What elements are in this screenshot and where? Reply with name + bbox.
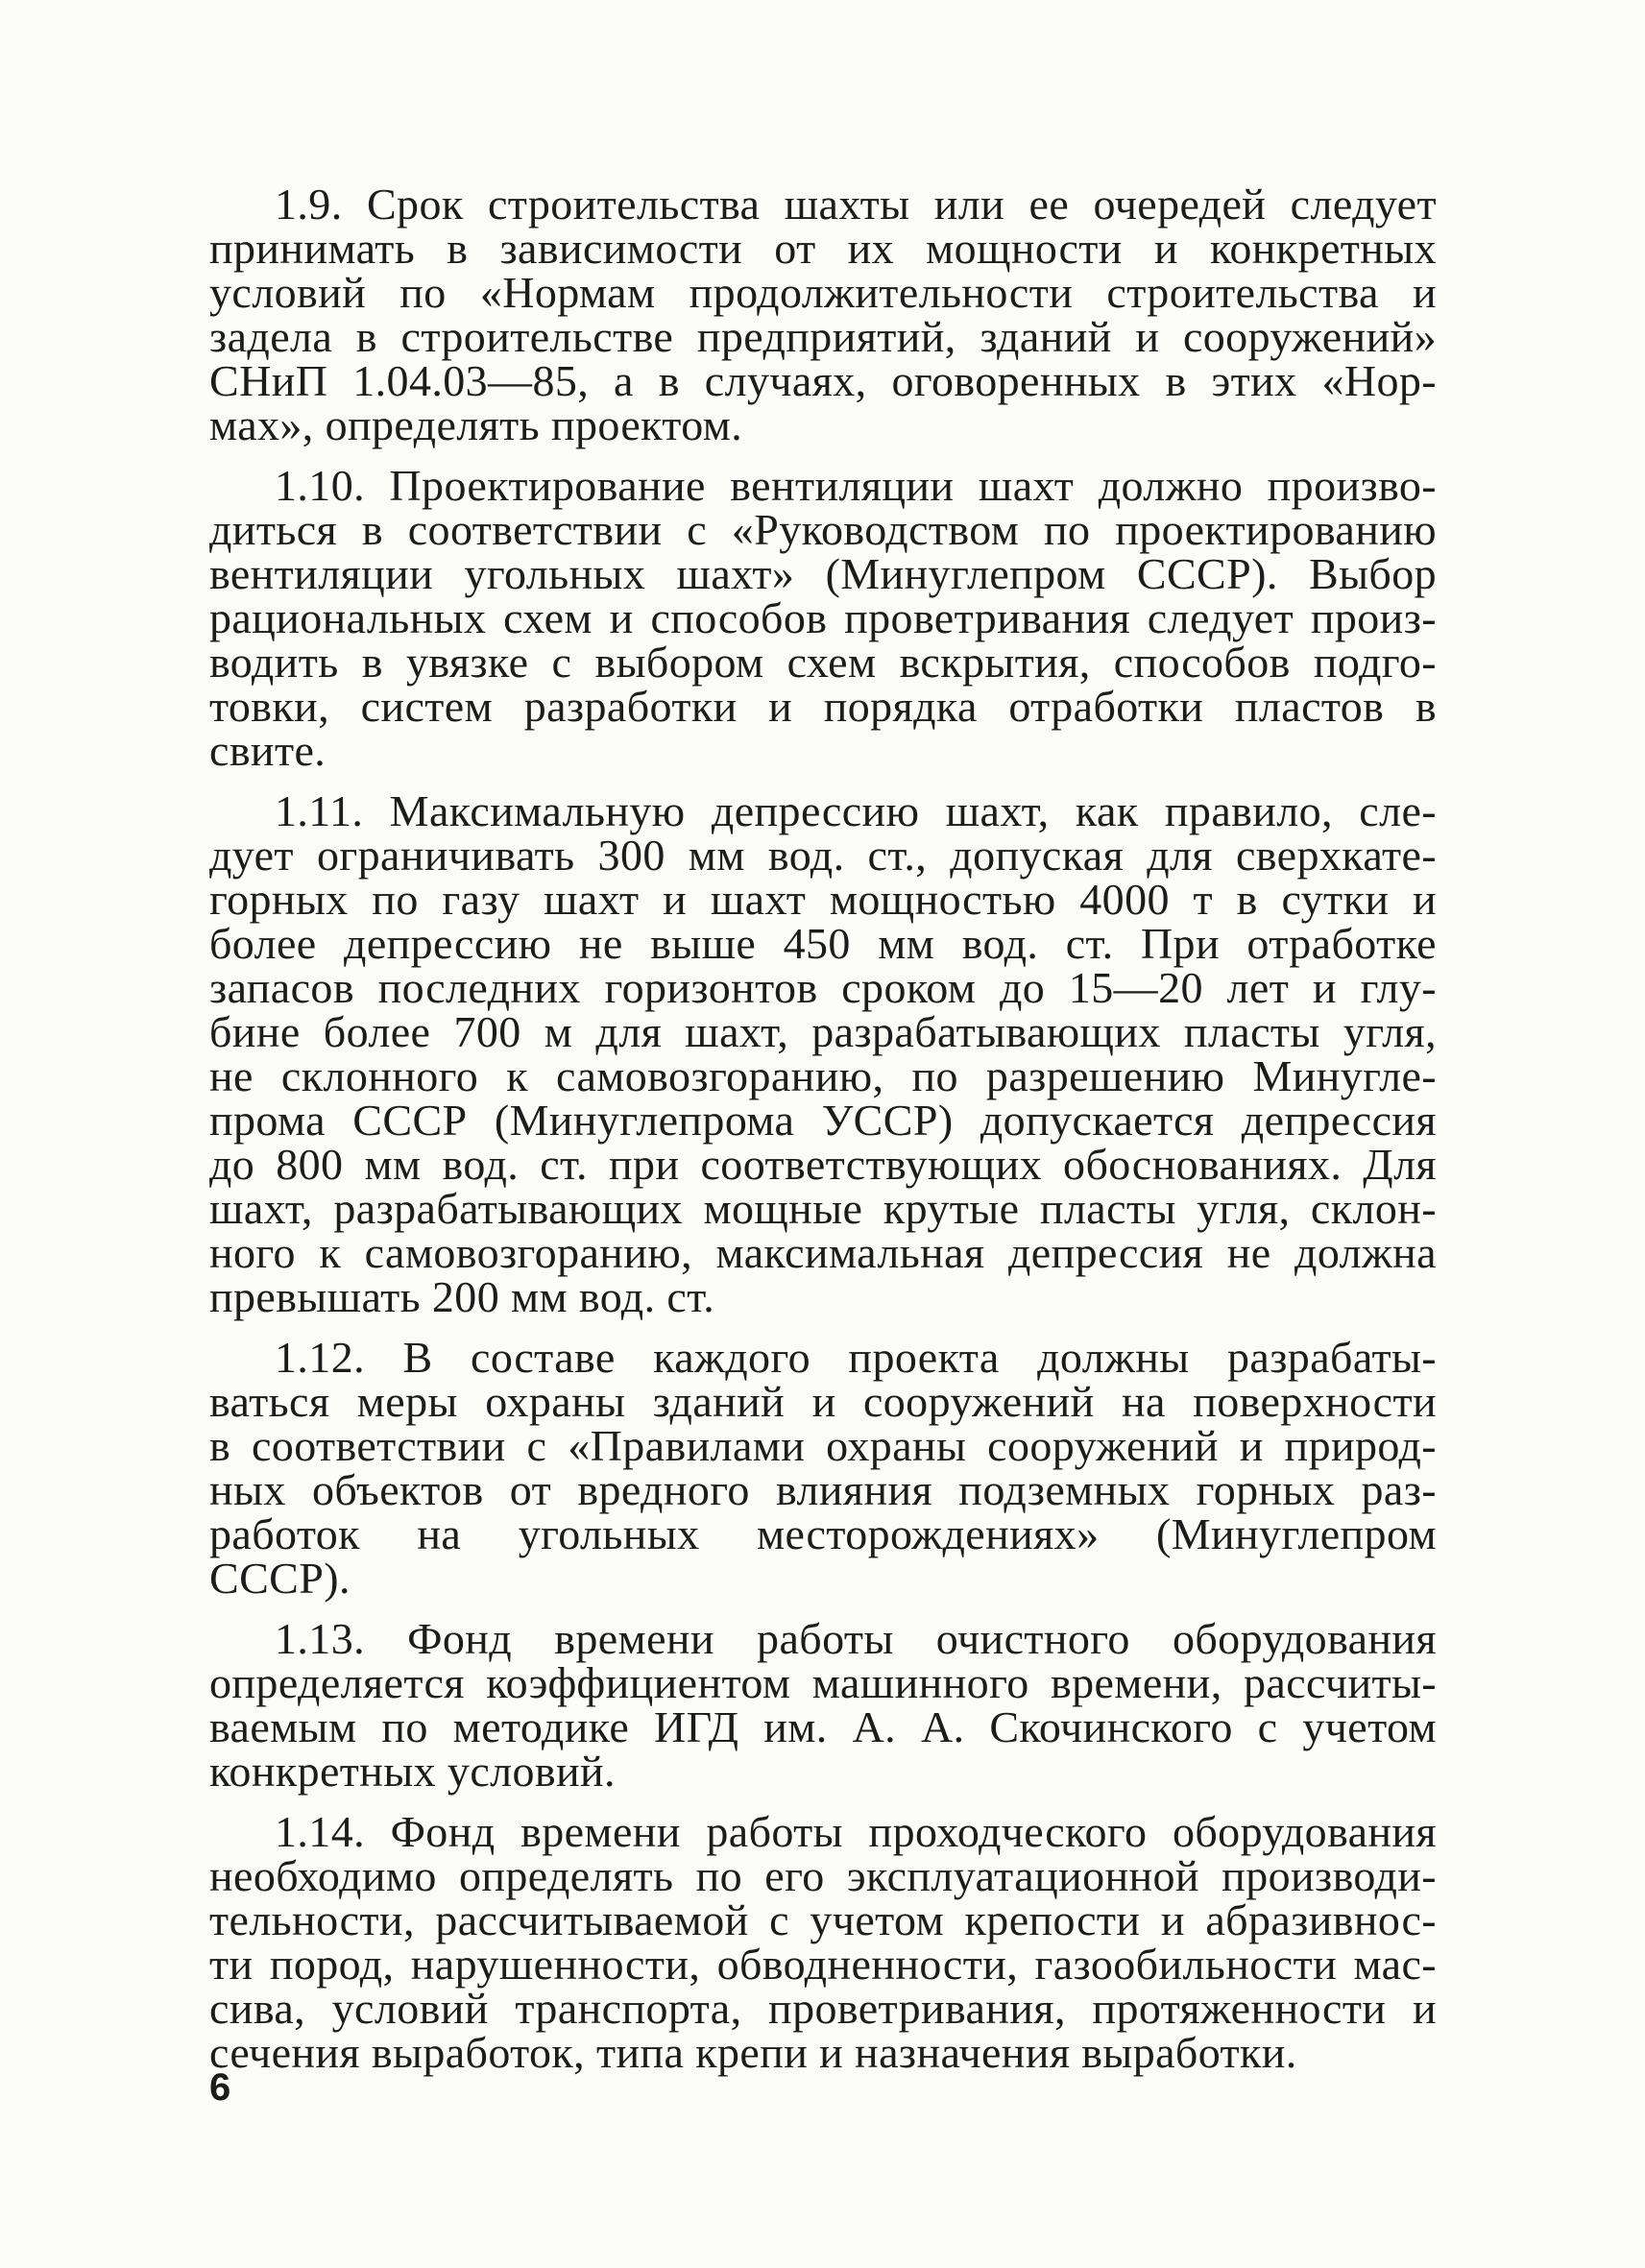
text-line: товки, систем разработки и порядка отработки пластов в bbox=[209, 682, 1437, 731]
page-number: 6 bbox=[209, 2066, 231, 2109]
text-line: определяется коэффициентом машинного времени, рассчиты- bbox=[209, 1658, 1437, 1707]
text-line: ваться меры охраны зданий и сооружений на поверхности bbox=[209, 1377, 1437, 1426]
text-line: вентиляции угольных шахт» (Минуглепром СССР). Выбор bbox=[209, 549, 1437, 598]
text-line: условий по «Нормам продолжительности строительства и bbox=[209, 268, 1437, 317]
text-line: задела в строительстве предприятий, зданий и сооружений» bbox=[209, 312, 1437, 361]
text-line: до 800 мм вод. ст. при соответствующих обоснованиях. Для bbox=[209, 1140, 1437, 1189]
text-line: ного к самовозгоранию, максимальная депрессия не должна bbox=[209, 1228, 1437, 1277]
text-line: шахт, разрабатывающих мощные крутые пласты угля, склон- bbox=[209, 1184, 1437, 1233]
text-line: 1.11. Максимальную депрессию шахт, как правило, сле- bbox=[275, 786, 1437, 835]
text-line: сечения выработок, типа крепи и назначения выработки. bbox=[209, 2028, 1297, 2077]
text-line: 1.10. Проектирование вентиляции шахт должно произво- bbox=[275, 461, 1437, 510]
text-line: принимать в зависимости от их мощности и конкретных bbox=[209, 224, 1437, 273]
text-line: сива, условий транспорта, проветривания, протяженности и bbox=[209, 1984, 1437, 2033]
text-line: ти пород, нарушенности, обводненности, газообильности мас- bbox=[209, 1940, 1437, 1989]
paragraph-1-10 bbox=[209, 461, 1437, 775]
text-line: необходимо определять по его эксплуатационной производи- bbox=[209, 1851, 1437, 1900]
text-line: свите. bbox=[209, 726, 327, 775]
text-line: не склонного к самовозгоранию, по разрешению Минугле- bbox=[209, 1051, 1437, 1100]
text-line: 1.13. Фонд времени работы очистного оборудования bbox=[275, 1614, 1437, 1663]
document-body bbox=[209, 182, 1437, 2091]
text-line: мах», определять проектом. bbox=[209, 400, 743, 449]
text-line: горных по газу шахт и шахт мощностью 4000 т в сутки и bbox=[209, 875, 1437, 924]
text-line: ваемым по методике ИГД им. А. А. Скочинского с учетом bbox=[209, 1702, 1437, 1751]
paragraph-1-9 bbox=[209, 182, 1437, 447]
text-line: более депрессию не выше 450 мм вод. ст. При отработке bbox=[209, 919, 1437, 968]
text-line: диться в соответствии с «Руководством по проектированию bbox=[209, 505, 1437, 554]
paragraph-1-12 bbox=[209, 1333, 1437, 1603]
text-line: тельности, рассчитываемой с учетом крепости и абразивнос- bbox=[209, 1895, 1437, 1944]
text-line: 1.14. Фонд времени работы проходческого оборудования bbox=[275, 1807, 1437, 1856]
paragraph-1-11 bbox=[209, 786, 1437, 1321]
text-line: в соответствии с «Правилами охраны сооружений и природ- bbox=[209, 1421, 1437, 1470]
text-line: бине более 700 м для шахт, разрабатывающих пласты угля, bbox=[209, 1007, 1437, 1056]
text-line: СССР). bbox=[209, 1554, 351, 1603]
text-line: ных объектов от вредного влияния подземных горных раз- bbox=[209, 1465, 1437, 1514]
paragraph-1-14 bbox=[209, 1807, 1437, 2077]
paragraph-1-13 bbox=[209, 1614, 1437, 1796]
text-line: дует ограничивать 300 мм вод. ст., допуская для сверхкате- bbox=[209, 831, 1437, 880]
text-line: запасов последних горизонтов сроком до 15—20 лет и глу- bbox=[209, 963, 1437, 1012]
text-line: СНиП 1.04.03—85, а в случаях, оговоренных в этих «Нор- bbox=[209, 356, 1437, 405]
text-line: водить в увязке с выбором схем вскрытия, способов подго- bbox=[209, 638, 1437, 687]
text-line: прома СССР (Минуглепрома УССР) допускается депрессия bbox=[209, 1096, 1437, 1145]
text-line: 1.9. Срок строительства шахты или ее очередей следует bbox=[275, 180, 1437, 229]
text-line: 1.12. В составе каждого проекта должны разрабаты- bbox=[275, 1333, 1437, 1382]
text-line: конкретных условий. bbox=[209, 1747, 616, 1796]
text-line: превышать 200 мм вод. ст. bbox=[209, 1272, 715, 1321]
text-line: рациональных схем и способов проветривания следует произ- bbox=[209, 593, 1437, 642]
text-line: работок на угольных месторождениях» (Минуглепром bbox=[209, 1509, 1437, 1558]
